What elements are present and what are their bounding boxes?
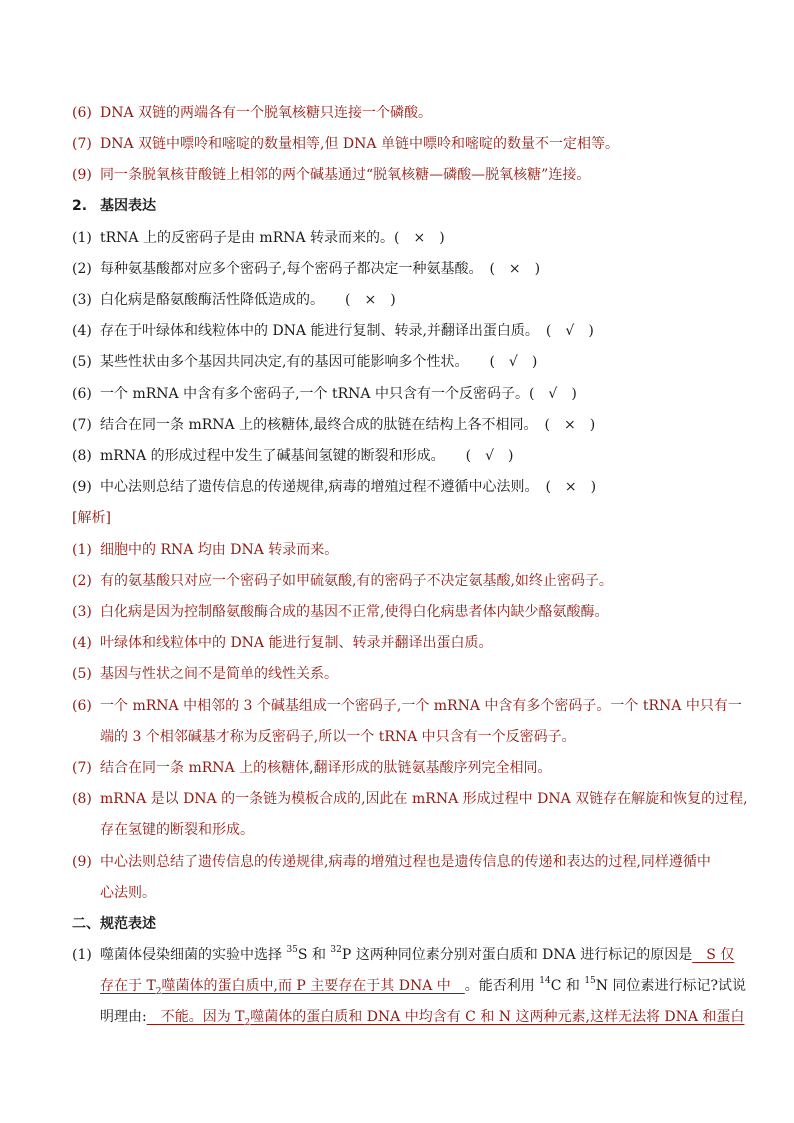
item-number: (1)	[72, 230, 92, 246]
item-text: mRNA 的形成过程中发生了碱基间氢键的断裂和形成。 ( √ )	[100, 448, 514, 464]
item-text: 结合在同一条 mRNA 上的核糖体,最终合成的肽链在结构上各不相同。 ( × )	[100, 417, 596, 433]
item-text: DNA 双链的两端各有一个脱氧核糖只连接一个磷酸。	[100, 105, 433, 121]
item-text: 基因与性状之间不是简单的线性关系。	[100, 666, 338, 682]
answer-underline: S 仅	[692, 947, 735, 963]
item-text: 白化病是因为控制酪氨酸酶合成的基因不正常,使得白化病患者体内缺少酪氨酸酶。	[100, 604, 609, 620]
item-text: 结合在同一条 mRNA 上的核糖体,翻译形成的肽链氨基酸序列完全相同。	[100, 760, 552, 776]
item-text: 噬菌体侵染细菌的实验中选择 $^{35}$S 和 $^{32}$P 这两种同位素分别对蛋白质和 DNA 进行标记的原因是 S 仅	[100, 945, 735, 963]
item-text: mRNA 是以 DNA 的一条链为模板合成的,因此在 mRNA 形成过程中 DNA 双链存在解旋和恢复的过程,	[100, 791, 748, 807]
item-number: (7)	[72, 760, 92, 776]
answer-underline: 存在于 $T_2$噬菌体的蛋白质中,而 P 主要存在于其 DNA 中	[100, 978, 465, 997]
item-number: (9)	[72, 854, 92, 870]
item-number: (8)	[72, 448, 92, 464]
section-title: 二、规范表述	[72, 916, 156, 932]
item-number: (6)	[72, 698, 92, 714]
item-number: (1)	[72, 542, 92, 558]
item-number: (4)	[72, 323, 92, 339]
item-number: (9)	[72, 167, 92, 183]
item-number: (5)	[72, 666, 92, 682]
item-text: 同一条脱氧核苷酸链上相邻的两个碱基通过“脱氧核糖—磷酸—脱氧核糖”连接。	[100, 167, 591, 183]
item-text: 心法则。	[100, 885, 156, 901]
item-number: (4)	[72, 635, 92, 651]
item-number: (1)	[72, 947, 92, 963]
analysis-label-text: [解析]	[72, 510, 111, 526]
item-number: (2)	[72, 573, 92, 589]
item-text: 明理由: 不能。因为 $T_2$噬菌体的蛋白质和 DNA 中均含有 C 和 N 这两种元素,这样无法将 DNA 和蛋白	[100, 1009, 745, 1028]
item-text: 白化病是酪氨酸酶活性降低造成的。 ( × )	[100, 292, 396, 308]
item-text: 细胞中的 RNA 均由 DNA 转录而来。	[100, 542, 339, 558]
item-number: (7)	[72, 417, 92, 433]
item-text: 叶绿体和线粒体中的 DNA 能进行复制、转录并翻译出蛋白质。	[100, 635, 493, 651]
item-text: 一个 mRNA 中相邻的 3 个碱基组成一个密码子,一个 mRNA 中含有多个密码子。一个 tRNA 中只有一	[100, 698, 742, 714]
item-number: (8)	[72, 791, 92, 807]
item-number: (6)	[72, 105, 92, 121]
item-number: (3)	[72, 604, 92, 620]
item-number: (7)	[72, 136, 92, 152]
section-number: 2.	[72, 198, 88, 214]
item-number: (6)	[72, 386, 92, 402]
item-text: DNA 双链中嘌呤和嘧啶的数量相等,但 DNA 单链中嘌呤和嘧啶的数量不一定相等。	[100, 136, 619, 152]
item-text: 存在于 $T_2$噬菌体的蛋白质中,而 P 主要存在于其 DNA 中 。能否利用 $^{14}$C 和 $^{15}$N 同位素进行标记?试说	[100, 976, 746, 997]
item-number: (9)	[72, 479, 92, 495]
item-text: 端的 3 个相邻碱基才称为反密码子,所以一个 tRNA 中只含有一个反密码子。	[100, 729, 576, 745]
item-text: 每种氨基酸都对应多个密码子,每个密码子都决定一种氨基酸。 ( × )	[100, 261, 541, 277]
section-title: 基因表达	[100, 198, 156, 214]
item-number: (2)	[72, 261, 92, 277]
item-text: 中心法则总结了遗传信息的传递规律,病毒的增殖过程不遵循中心法则。 ( × )	[100, 479, 597, 495]
item-number: (3)	[72, 292, 92, 308]
answer-underline: 不能。因为 $T_2$噬菌体的蛋白质和 DNA 中均含有 C 和 N 这两种元素,这样无法将 DNA 和蛋白	[146, 1009, 745, 1028]
item-text: 存在于叶绿体和线粒体中的 DNA 能进行复制、转录,并翻译出蛋白质。 ( √ )	[100, 323, 594, 339]
item-text: 有的氨基酸只对应一个密码子如甲硫氨酸,有的密码子不决定氨基酸,如终止密码子。	[100, 573, 613, 589]
item-number: (5)	[72, 354, 92, 370]
item-text: 中心法则总结了遗传信息的传递规律,病毒的增殖过程也是遗传信息的传递和表达的过程,同样遵循中	[100, 854, 711, 870]
item-text: 某些性状由多个基因共同决定,有的基因可能影响多个性状。 ( √ )	[100, 354, 538, 370]
item-text: 一个 mRNA 中含有多个密码子,一个 tRNA 中只含有一个反密码子。( √ )	[100, 386, 577, 402]
item-text: 存在氢键的断裂和形成。	[100, 822, 254, 838]
item-text: tRNA 上的反密码子是由 mRNA 转录而来的。( × )	[100, 230, 445, 246]
